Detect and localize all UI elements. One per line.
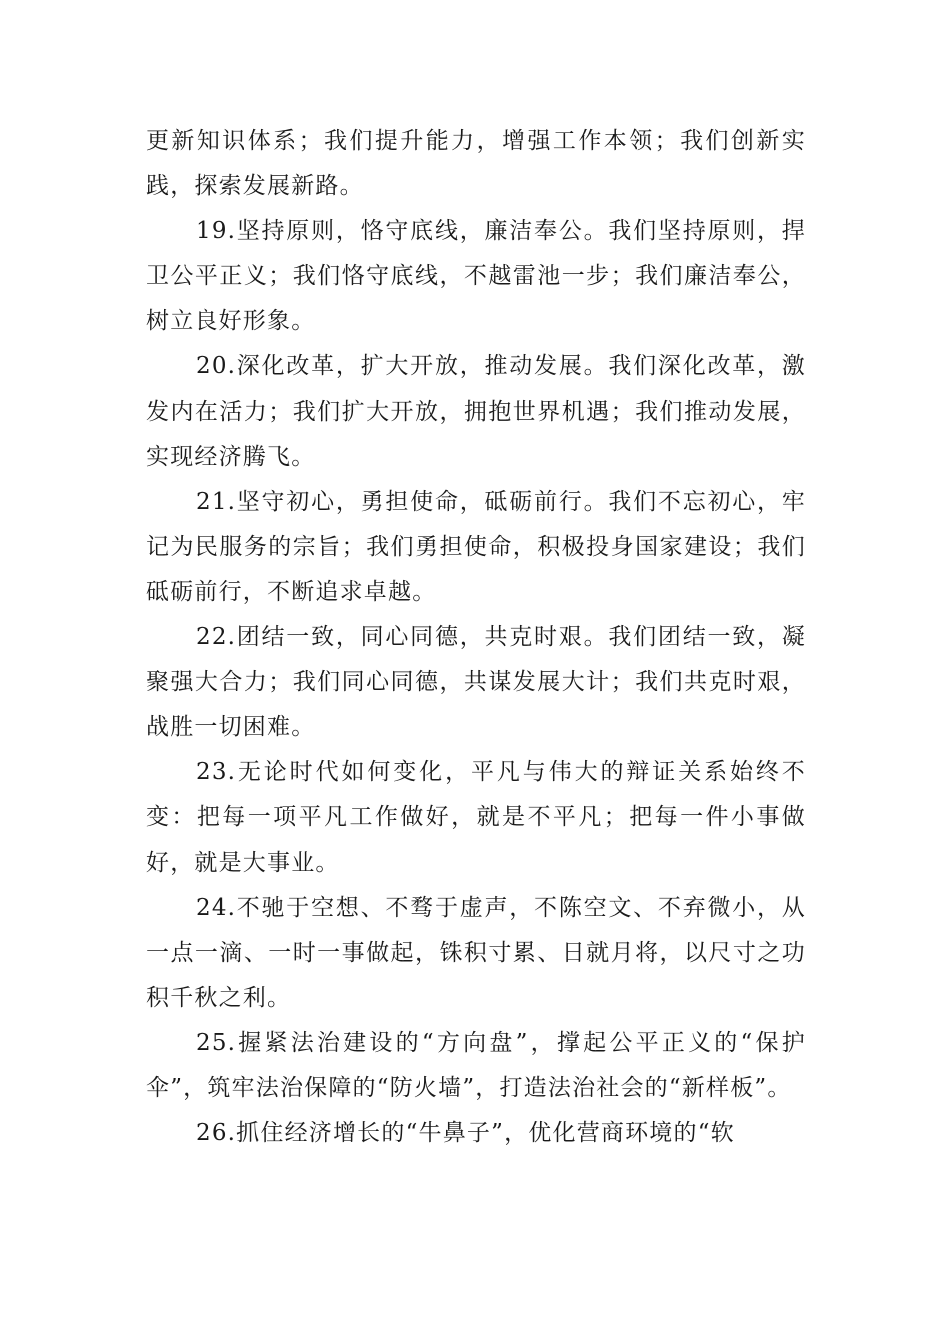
paragraph-20: 20.深化改革，扩大开放，推动发展。我们深化改革，激发内在活力；我们扩大开放，拥抱世界机遇；我们推动发展，实现经济腾飞。: [146, 353, 806, 470]
paragraph-23: 23.无论时代如何变化，平凡与伟大的辩证关系始终不变：把每一项平凡工作做好，就是不平凡；把每一件小事做好，就是大事业。: [146, 759, 806, 876]
paragraph-21: 21.坚守初心，勇担使命，砥砺前行。我们不忘初心，牢记为民服务的宗旨；我们勇担使命，积极投身国家建设；我们砥砺前行，不断追求卓越。: [146, 488, 806, 605]
paragraph-22: 22.团结一致，同心同德，共克时艰。我们团结一致，凝聚强大合力；我们同心同德，共谋发展大计；我们共克时艰，战胜一切困难。: [146, 624, 806, 741]
paragraph-26: 26.抓住经济增长的“牛鼻子”，优化营商环境的“软: [196, 1120, 735, 1147]
paragraph-25: 25.握紧法治建设的“方向盘”，撑起公平正义的“保护伞”，筑牢法治保障的“防火墙”，打造法治社会的“新样板”。: [146, 1029, 806, 1101]
paragraph-continued: 更新知识体系；我们提升能力，增强工作本领；我们创新实践，探索发展新路。: [146, 128, 806, 200]
paragraph-24: 24.不驰于空想、不骛于虚声，不陈空文、不弃微小，从一点一滴、一时一事做起，铢积寸累、日就月将，以尺寸之功积千秋之利。: [146, 894, 806, 1011]
paragraph-19: 19.坚持原则，恪守底线，廉洁奉公。我们坚持原则，捍卫公平正义；我们恪守底线，不越雷池一步；我们廉洁奉公，树立良好形象。: [146, 218, 806, 335]
document-body: [146, 119, 806, 1156]
